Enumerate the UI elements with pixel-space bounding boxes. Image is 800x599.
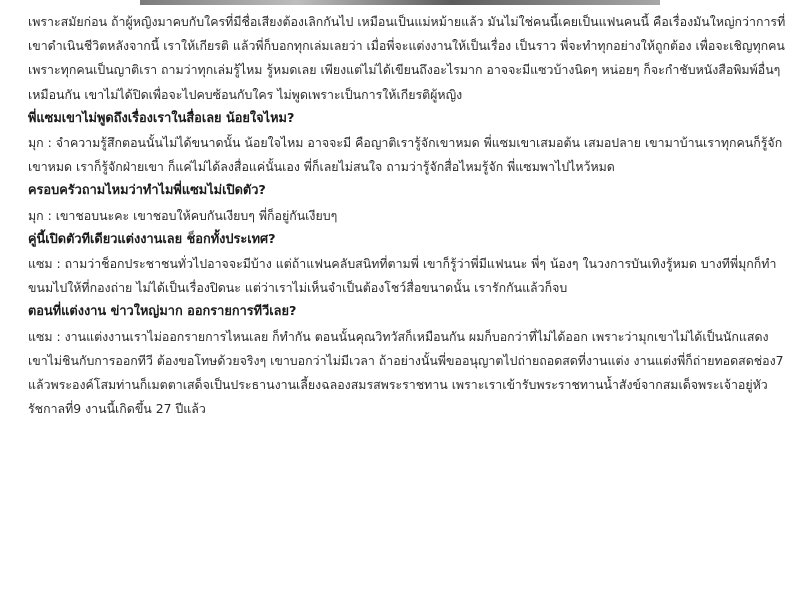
interview-answer-2: มุก : เขาชอบนะคะ เขาชอบให้คบกันเงียบๆ พี่ก็อยู่กันเงียบๆ	[28, 207, 338, 223]
interview-question-1: พี่แซมเขาไม่พูดถึงเรื่องเราในสื่อเลย น้อยใจไหม?	[28, 110, 295, 126]
interview-answer-4: แซม : งานแต่งงานเราไม่ออกรายการไหนเลย ก็ทำกัน ตอนนั้นคุณวิทวัสก็เหมือนกัน ผมก็บอกว่าที่ไม่ได้ออก เพราะว่ามุกเขาไม่ได้เป็นนักแสดง เขาไม่ชินกับการออกทีวี ต้องขอโทษด้วยจริงๆ เขาบอกว่าไม่มีเวลา ถ้าอย่างนั้นพี่ขออนุญาตไปถ่ายถอดสดที่งานแต่ง งานแต่งพี่ก็ถ่ายทอดสดช่อง7 แล้วพระองค์โสมท่านก็เมตตาเสด็จเป็นประธานงานเลี้ยงฉลองสมรสพระราชทาน เพราะเราเข้ารับพระราชทานน้ำสังข์จากสมเด็จพระเจ้าอยู่หัว รัชกาลที่9 งานนี้เกิดขึ้น 27 ปีแล้ว	[28, 328, 784, 417]
interview-question-4: ตอนที่แต่งงาน ข่าวใหญ่มาก ออกรายการทีวีเลย?	[28, 304, 297, 320]
intro-paragraph: เพราะสมัยก่อน ถ้าผู้หญิงมาคบกับใครที่มีชื่อเสียงต้องเลิกกันไป เหมือนเป็นแม่หม้ายแล้ว มันไม่ใช่คนนี้เคยเป็นแฟนคนนี้ คือเรื่องมันใหญ่กว่าการที่เขาดำเนินชีวิตหลังจากนี้ เราให้เกียรติ แล้วพี่ก็บอกทุกเล่มเลยว่า เมื่อพี่จะแต่งงานให้เป็นเรื่อง เป็นราว พี่จะทำทุกอย่างให้ถูกต้อง เพื่อจะเชิญทุกคน เพราะทุกคนเป็นญาติเรา ถามว่าทุกเล่มรู้ไหม รู้หมดเลย เพียงแต่ไม่ได้เขียนถึงอะไรมาก อาจจะมีแซวบ้างนิดๆ หน่อยๆ ก็จะกำชับหนังสือพิมพ์อื่นๆ เหมือนกัน เขาไม่ได้ปิดเพื่อจะไปคบซ้อนกับใคร ไม่พูดเพราะเป็นการให้เกียรติผู้หญิง	[28, 14, 786, 102]
interview-question-2: ครอบครัวถามไหมว่าทำไมพี่แซมไม่เปิดตัว?	[28, 183, 266, 199]
article-body	[28, 10, 788, 421]
interview-answer-3: แซม : ถามว่าช็อกประชาชนทั่วไปอาจจะมีบ้าง แต่ถ้าแฟนคลับสนิทที่ตามพี่ เขาก็รู้ว่าพี่มีแฟนนะ พี่ๆ น้องๆ ในวงการบันเทิงรู้หมด บางทีพี่มุกก็ทำขนมไปให้ที่กองถ่าย ไม่ได้เป็นเรื่องปิดนะ แต่ว่าเราไม่เห็นจำเป็นต้องโชว์สื่อขนาดนั้น เรารักกันแล้วก็จบ	[28, 256, 777, 296]
interview-answer-1: มุก : จำความรู้สึกตอนนั้นไม่ได้ขนาดนั้น น้อยใจไหม อาจจะมี คือญาติเรารู้จักเขาหมด พี่แซมเขาเสมอต้น เสมอปลาย เขามาบ้านเราทุกคนก็รู้จักเขาหมด เราก็รู้จักฝ่ายเขา ก็แค่ไม่ได้ลงสื่อแค่นั้นเอง พี่ก็เลยไม่สนใจ ถามว่ารู้จักสื่อไหมรู้จัก พี่แซมพาไปไหว้หมด	[28, 135, 783, 175]
top-photo-edge	[140, 0, 660, 5]
interview-question-3: คู่นี้เปิดตัวทีเดียวแต่งงานเลย ช็อกทั้งประเทศ?	[28, 231, 276, 247]
